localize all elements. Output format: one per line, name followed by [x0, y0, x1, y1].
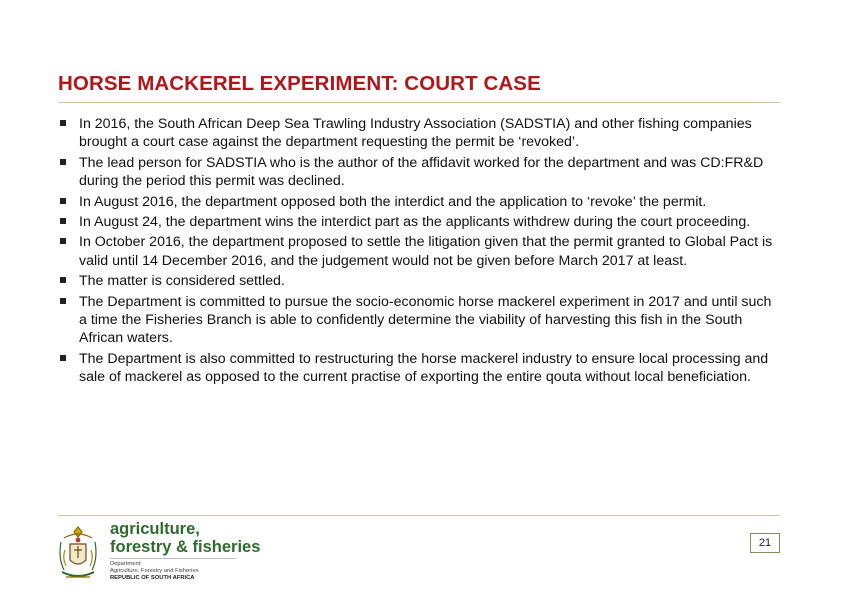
bullet-list	[58, 115, 780, 389]
bullet-square-icon	[60, 120, 66, 126]
bullet-square-icon	[60, 298, 66, 304]
dept-line-2: Agriculture, Forestry and Fisheries	[110, 568, 199, 574]
bullet-item	[58, 213, 780, 231]
brand-line-1: agriculture,	[110, 520, 200, 538]
brand-wordmark	[110, 520, 260, 556]
bullet-square-icon	[60, 238, 66, 244]
bullet-square-icon	[60, 159, 66, 165]
brand-line-2: forestry & fisheries	[110, 538, 261, 556]
bullet-item	[58, 272, 780, 290]
bullet-text: In August 2016, the department opposed both the interdict and the application to ‘revoke’ the permit.	[79, 193, 707, 210]
bullet-text: The Department is also committed to restructuring the horse mackerel industry to ensure local processing and sale of mackerel as opposed to the current practise of exporting the entire qouta without local beneficiation.	[79, 350, 769, 386]
bullet-text: In 2016, the South African Deep Sea Trawling Industry Association (SADSTIA) and other fishing companies brought a court case against the department requesting the permit be ‘revoked’.	[79, 116, 752, 151]
title-divider	[58, 102, 780, 103]
bullet-item	[58, 193, 780, 211]
bullet-square-icon	[60, 355, 66, 361]
bullet-item	[58, 154, 780, 191]
bullet-text: In August 24, the department wins the interdict part as the applicants withdrew during the court proceeding.	[79, 214, 751, 231]
bullet-text: The matter is considered settled.	[79, 273, 285, 290]
department-label	[110, 561, 199, 582]
bullet-square-icon	[60, 277, 66, 283]
dept-line-1: Department:	[110, 561, 142, 567]
bullet-item	[58, 233, 780, 270]
bullet-text: The lead person for SADSTIA who is the author of the affidavit worked for the department and was CD:FR&D during the period this permit was declined.	[79, 154, 764, 190]
coat-of-arms-icon	[56, 524, 100, 586]
bullet-item	[58, 293, 780, 348]
brand-divider	[110, 558, 236, 559]
bullet-text: The Department is committed to pursue the socio-economic horse mackerel experiment in 2017 and until such a time the Fisheries Branch is able to confidently determine the viability of harvesting this fish in the South African waters.	[79, 293, 772, 347]
bullet-item	[58, 350, 780, 387]
page-number: 21	[750, 533, 780, 553]
dept-line-3: REPUBLIC OF SOUTH AFRICA	[110, 575, 195, 581]
slide-title: HORSE MACKEREL EXPERIMENT: COURT CASE	[58, 72, 541, 95]
bullet-item	[58, 115, 780, 152]
bullet-square-icon	[60, 198, 66, 204]
bullet-text: In October 2016, the department proposed to settle the litigation given that the permit granted to Global Pact is valid until 14 December 2016, and the judgement would not be given before March 2017 at least.	[79, 234, 773, 269]
bullet-square-icon	[60, 218, 66, 224]
footer-divider	[58, 515, 780, 516]
